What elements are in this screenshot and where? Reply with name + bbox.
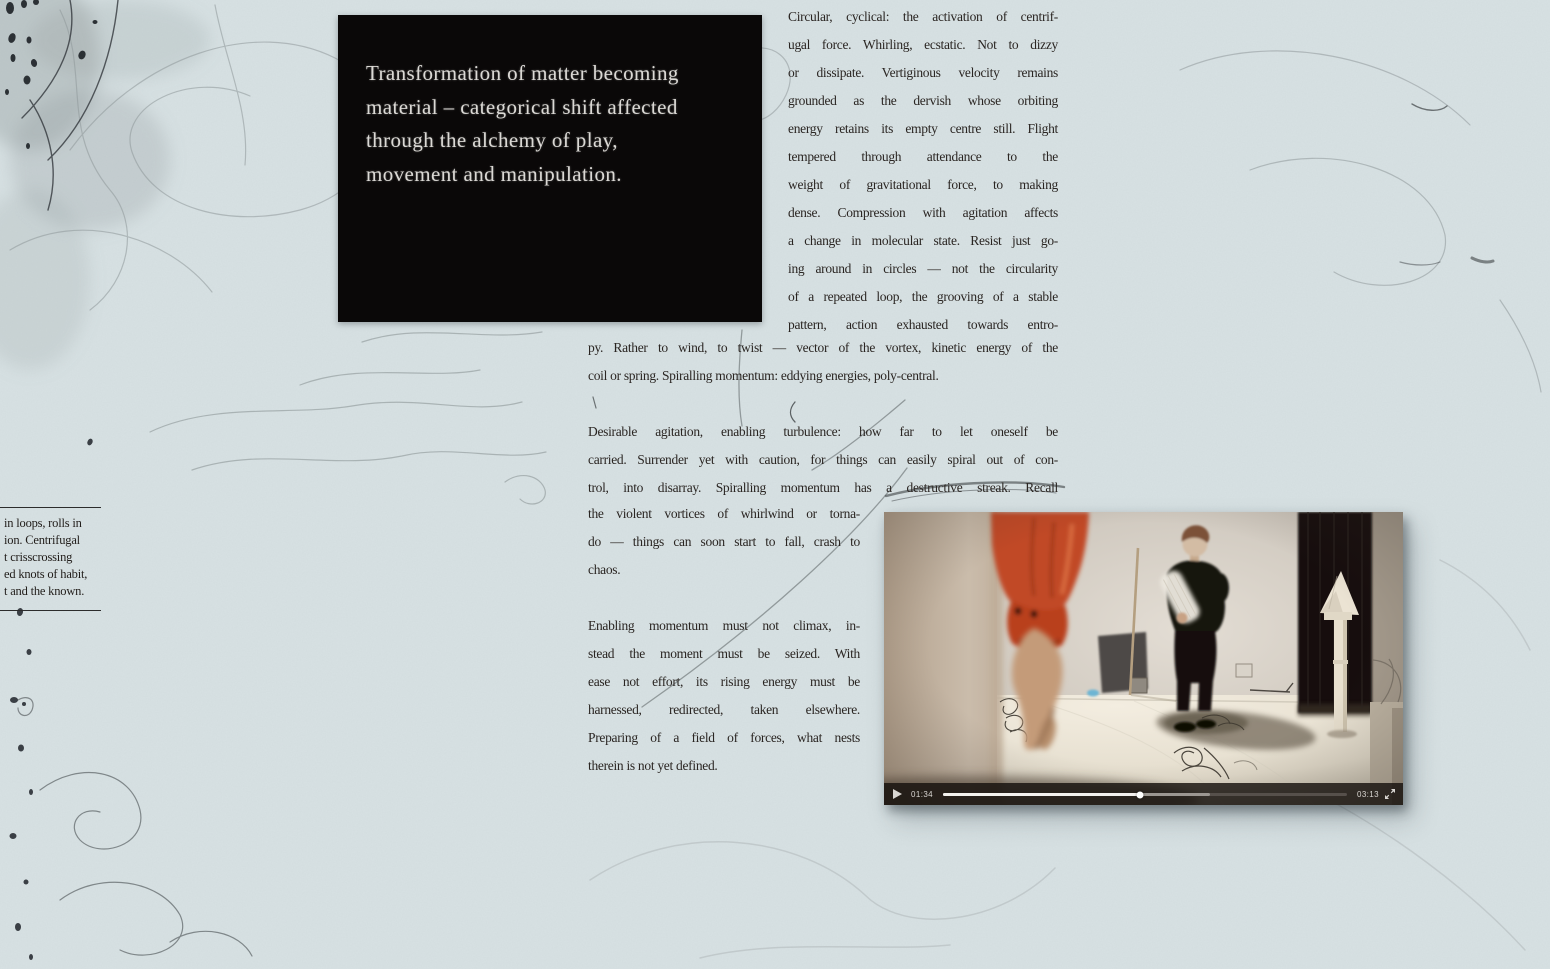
text-line: coil or spring. Spiralling momentum: eddying energies, poly-central. <box>588 368 939 383</box>
text-line: pattern, action exhausted towards entro- <box>788 317 1058 332</box>
text-line: py. Rather to wind, to twist — vector of the vortex, kinetic energy of the <box>588 340 1058 355</box>
text-line: ion. Centrifugal <box>4 533 80 547</box>
video-progress-bar[interactable] <box>943 789 1347 799</box>
play-button[interactable] <box>893 783 902 805</box>
text-line: material – categorical shift affected <box>366 94 678 119</box>
play-triangle-icon <box>893 789 902 799</box>
text-line: ing around in circles — not the circularity <box>788 261 1058 276</box>
text-line: in loops, rolls in <box>4 516 82 530</box>
text-line: t crisscrossing <box>4 550 73 564</box>
video-player[interactable] <box>884 512 1403 805</box>
current-time: 01:34 <box>911 789 934 799</box>
text-line: Desirable agitation, enabling turbulence: how far to let oneself be <box>588 424 1058 439</box>
text-line: Enabling momentum must not climax, in- <box>588 618 860 633</box>
text-line: Preparing of a field of forces, what nests <box>588 730 860 745</box>
duration-time: 03:13 <box>1356 789 1379 799</box>
text-line: tempered through attendance to the <box>788 149 1058 164</box>
text-line: stead the moment must be seized. With <box>588 646 860 661</box>
text-line: weight of gravitational force, to making <box>788 177 1058 192</box>
text-line: Transformation of matter becoming <box>366 61 679 85</box>
article-paragraph-3 <box>588 612 860 780</box>
text-line: grounded as the dervish whose orbiting <box>788 93 1058 108</box>
text-line: therein is not yet defined. <box>588 758 718 773</box>
text-line: do — things can soon start to fall, crash to <box>588 534 860 549</box>
article-paragraph-2 <box>588 418 1058 502</box>
article-paragraph-2-beside-video <box>588 500 860 584</box>
text-line: movement and manipulation. <box>366 161 622 186</box>
text-line: energy retains its empty centre still. Flight <box>788 121 1058 136</box>
text-line: the violent vortices of whirlwind or torna- <box>588 506 860 521</box>
article-paragraph-1-continued <box>588 334 1058 390</box>
text-line: dense. Compression with agitation affects <box>788 205 1058 220</box>
expand-arrows-icon <box>1385 789 1395 799</box>
progress-played <box>943 793 1140 796</box>
text-line: or dissipate. Vertiginous velocity remains <box>788 65 1058 80</box>
text-line: trol, into disarray. Spiralling momentum has a destructive streak. Recall <box>588 480 1058 495</box>
text-line: ease not effort, its rising energy must be <box>588 674 860 689</box>
text-line: Circular, cyclical: the activation of centrif- <box>788 9 1058 24</box>
text-line: carried. Surrender yet with caution, for things can easily spiral out of con- <box>588 452 1058 467</box>
text-line: through the alchemy of play, <box>366 128 618 152</box>
text-line: ugal force. Whirling, ecstatic. Not to dizzy <box>788 37 1058 52</box>
text-line: of a repeated loop, the grooving of a stable <box>788 289 1058 304</box>
text-line: t and the known. <box>4 584 85 598</box>
text-line: ed knots of habit, <box>4 567 88 581</box>
progress-knob[interactable] <box>1137 791 1144 798</box>
text-line: a change in molecular state. Resist just go- <box>788 233 1058 248</box>
fullscreen-button[interactable] <box>1385 783 1395 805</box>
text-line: harnessed, redirected, taken elsewhere. <box>588 702 860 717</box>
video-control-bar <box>884 783 1403 805</box>
video-still-performance <box>884 512 1403 805</box>
article-paragraph-1-beside-quote <box>788 3 1058 339</box>
text-line: chaos. <box>588 562 621 577</box>
side-note-fragment <box>0 507 101 611</box>
quote-panel <box>338 15 762 322</box>
